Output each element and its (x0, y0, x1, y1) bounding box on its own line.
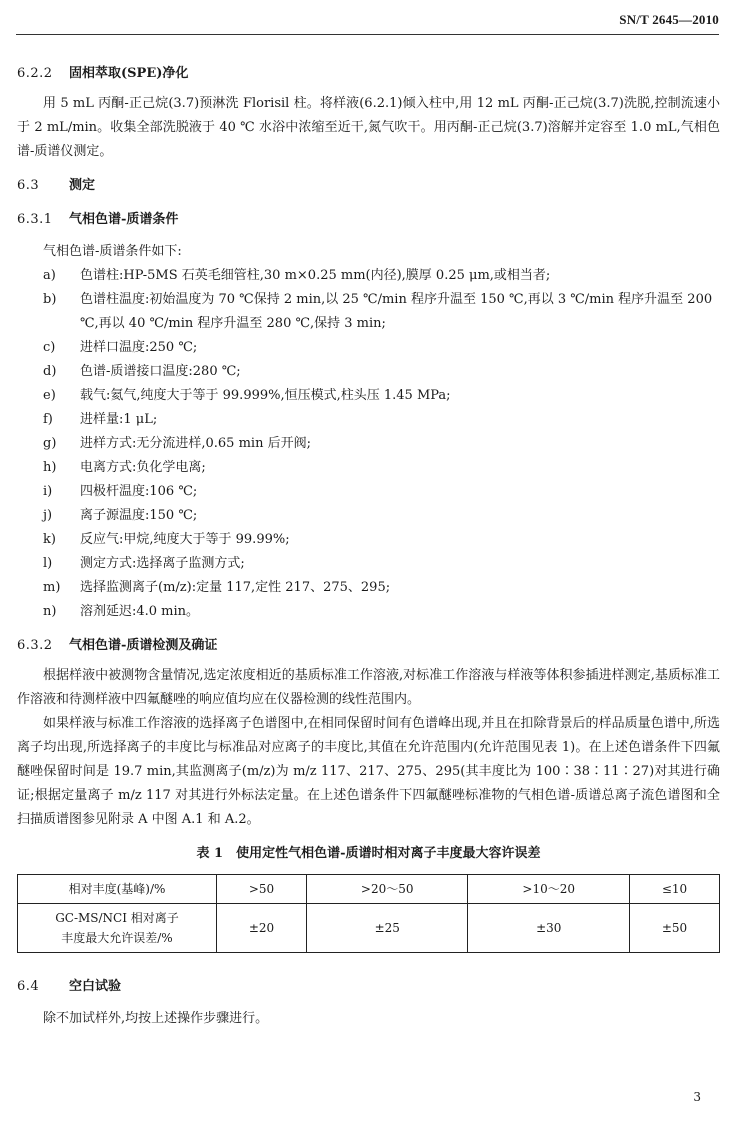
conditions-intro: 气相色谱-质谱条件如下: (43, 244, 182, 259)
item-label: m) (43, 580, 61, 595)
item-text: 反应气:甲烷,纯度大于等于 99.99%; (80, 532, 290, 547)
section-6-3-2-paragraph-2: 如果样液与标准工作溶液的选择离子色谱图中,在相同保留时间有色谱峰出现,并且在扣除背景后的样品质量色谱中,所选离子均出现,所选择离子的丰度比与标准品对应离子的丰度比,其值在允许范围内(允许范围见表 1)。在上述色谱条件下四氟醚唑保留时间是 19.7 min,其监测离子(m/z)为 m/z 117、217、275、295(其丰度比为 100∶38∶11∶27)对其进行确证;根据定量离子 m/z 117 对其进行外标法定量。在上述色谱条件下四氟醚唑标准物的气相色谱-质谱总离子流色谱图和全扫描质谱图参见附录 A 中图 A.1 和 A.2。 (17, 716, 720, 827)
section-6-3-1-heading (17, 208, 720, 232)
table-cell: >50 (217, 875, 307, 904)
item-text: 选择监测离子(m/z):定量 117,定性 217、275、295; (80, 580, 391, 595)
table-row (18, 875, 720, 904)
item-text: 进样量:1 μL; (80, 412, 158, 427)
item-label: d) (43, 364, 57, 379)
list-item (17, 336, 720, 360)
page-number: 3 (693, 1090, 701, 1104)
section-6-4-text: 除不加试样外,均按上述操作步骤进行。 (43, 1011, 269, 1026)
header-rule (16, 34, 719, 35)
table-cell: ≤10 (629, 875, 719, 904)
item-label: j) (43, 508, 53, 523)
tolerance-table (17, 874, 720, 953)
section-6-3-2-paragraph-1: 根据样液中被测物含量情况,选定浓度相近的基质标准工作溶液,对标准工作溶液与样液等体积参插进样测定,基质标准工作溶液和待测样液中四氟醚唑的响应值均应在仪器检测的线性范围内。 (17, 668, 720, 707)
item-label: e) (43, 388, 56, 403)
item-text: 进样口温度:250 ℃; (80, 340, 198, 355)
table-cell: >10～20 (468, 875, 630, 904)
list-item (17, 480, 720, 504)
item-text: 电离方式:负化学电离; (80, 460, 206, 475)
item-text: 载气:氦气,纯度大于等于 99.999%,恒压模式,柱头压 1.45 MPa; (80, 388, 451, 403)
table-caption: 表 1 使用定性气相色谱-质谱时相对离子丰度最大容许误差 (196, 846, 541, 861)
item-label: k) (43, 532, 56, 547)
item-text: 色谱柱温度:初始温度为 70 ℃保持 2 min,以 25 ℃/min 程序升温至 150 ℃,再以 3 ℃/min 程序升温至 200 ℃,再以 40 ℃/min 程序升温至 280 ℃,保持 3 min; (80, 292, 713, 331)
section-title: 气相色谱-质谱条件 (69, 212, 179, 227)
item-text: 色谱柱:HP-5MS 石英毛细管柱,30 m×0.25 mm(内径),膜厚 0.25 μm,或相当者; (80, 268, 551, 283)
list-item (17, 384, 720, 408)
item-label: g) (43, 436, 57, 451)
item-label: f) (43, 412, 53, 427)
item-text: 离子源温度:150 ℃; (80, 508, 198, 523)
item-text: 进样方式:无分流进样,0.65 min 后开阀; (80, 436, 311, 451)
document-body (17, 62, 720, 1031)
section-6-3-2-heading (17, 634, 720, 658)
row-header-line: GC-MS/NCI 相对离子 (55, 911, 179, 925)
list-item (17, 600, 720, 624)
standard-number: SN/T 2645—2010 (619, 12, 719, 27)
list-item (17, 456, 720, 480)
item-text: 溶剂延迟:4.0 min。 (80, 604, 200, 619)
table-row-header: 相对丰度(基峰)/% (18, 875, 217, 904)
section-title: 空白试验 (69, 979, 122, 994)
section-title: 气相色谱-质谱检测及确证 (69, 638, 218, 653)
table-cell: ±20 (217, 904, 307, 953)
section-number: 6.2.2 (17, 66, 53, 81)
conditions-list (17, 264, 720, 624)
table-cell: >20～50 (306, 875, 468, 904)
list-item (17, 552, 720, 576)
table-cell: ±50 (629, 904, 719, 953)
section-title: 测定 (69, 178, 96, 193)
table-cell: ±25 (306, 904, 468, 953)
section-number: 6.3.1 (17, 212, 53, 227)
item-label: b) (43, 292, 57, 307)
item-label: c) (43, 340, 56, 355)
section-title: 固相萃取(SPE)净化 (69, 66, 189, 81)
item-label: n) (43, 604, 57, 619)
section-6-2-2-heading (17, 62, 720, 86)
section-number: 6.3.2 (17, 638, 53, 653)
item-text: 测定方式:选择离子监测方式; (80, 556, 245, 571)
list-item (17, 504, 720, 528)
item-label: a) (43, 268, 56, 283)
item-text: 四极杆温度:106 ℃; (80, 484, 198, 499)
table-row-header (18, 904, 217, 953)
section-number: 6.4 (17, 979, 40, 994)
list-item (17, 288, 720, 336)
section-6-2-2-text: 用 5 mL 丙酮-正己烷(3.7)预淋洗 Florisil 柱。将样液(6.2.1)倾入柱中,用 12 mL 丙酮-正己烷(3.7)洗脱,控制流速小于 2 mL/min。收集全部洗脱液于 40 ℃ 水浴中浓缩至近干,氮气吹干。用丙酮-正己烷(3.7)溶解并定容至 1.0 mL,气相色谱-质谱仪测定。 (17, 96, 720, 159)
table-row (18, 904, 720, 953)
item-label: l) (43, 556, 53, 571)
list-item (17, 360, 720, 384)
list-item (17, 576, 720, 600)
table-cell: ±30 (468, 904, 630, 953)
section-6-3-heading (17, 174, 720, 198)
list-item (17, 528, 720, 552)
section-number: 6.3 (17, 178, 40, 193)
list-item (17, 264, 720, 288)
list-item (17, 432, 720, 456)
row-header-line: 丰度最大允许误差/% (61, 931, 173, 945)
item-label: h) (43, 460, 57, 475)
section-6-4-heading (17, 975, 720, 999)
list-item (17, 408, 720, 432)
item-label: i) (43, 484, 53, 499)
item-text: 色谱-质谱接口温度:280 ℃; (80, 364, 241, 379)
